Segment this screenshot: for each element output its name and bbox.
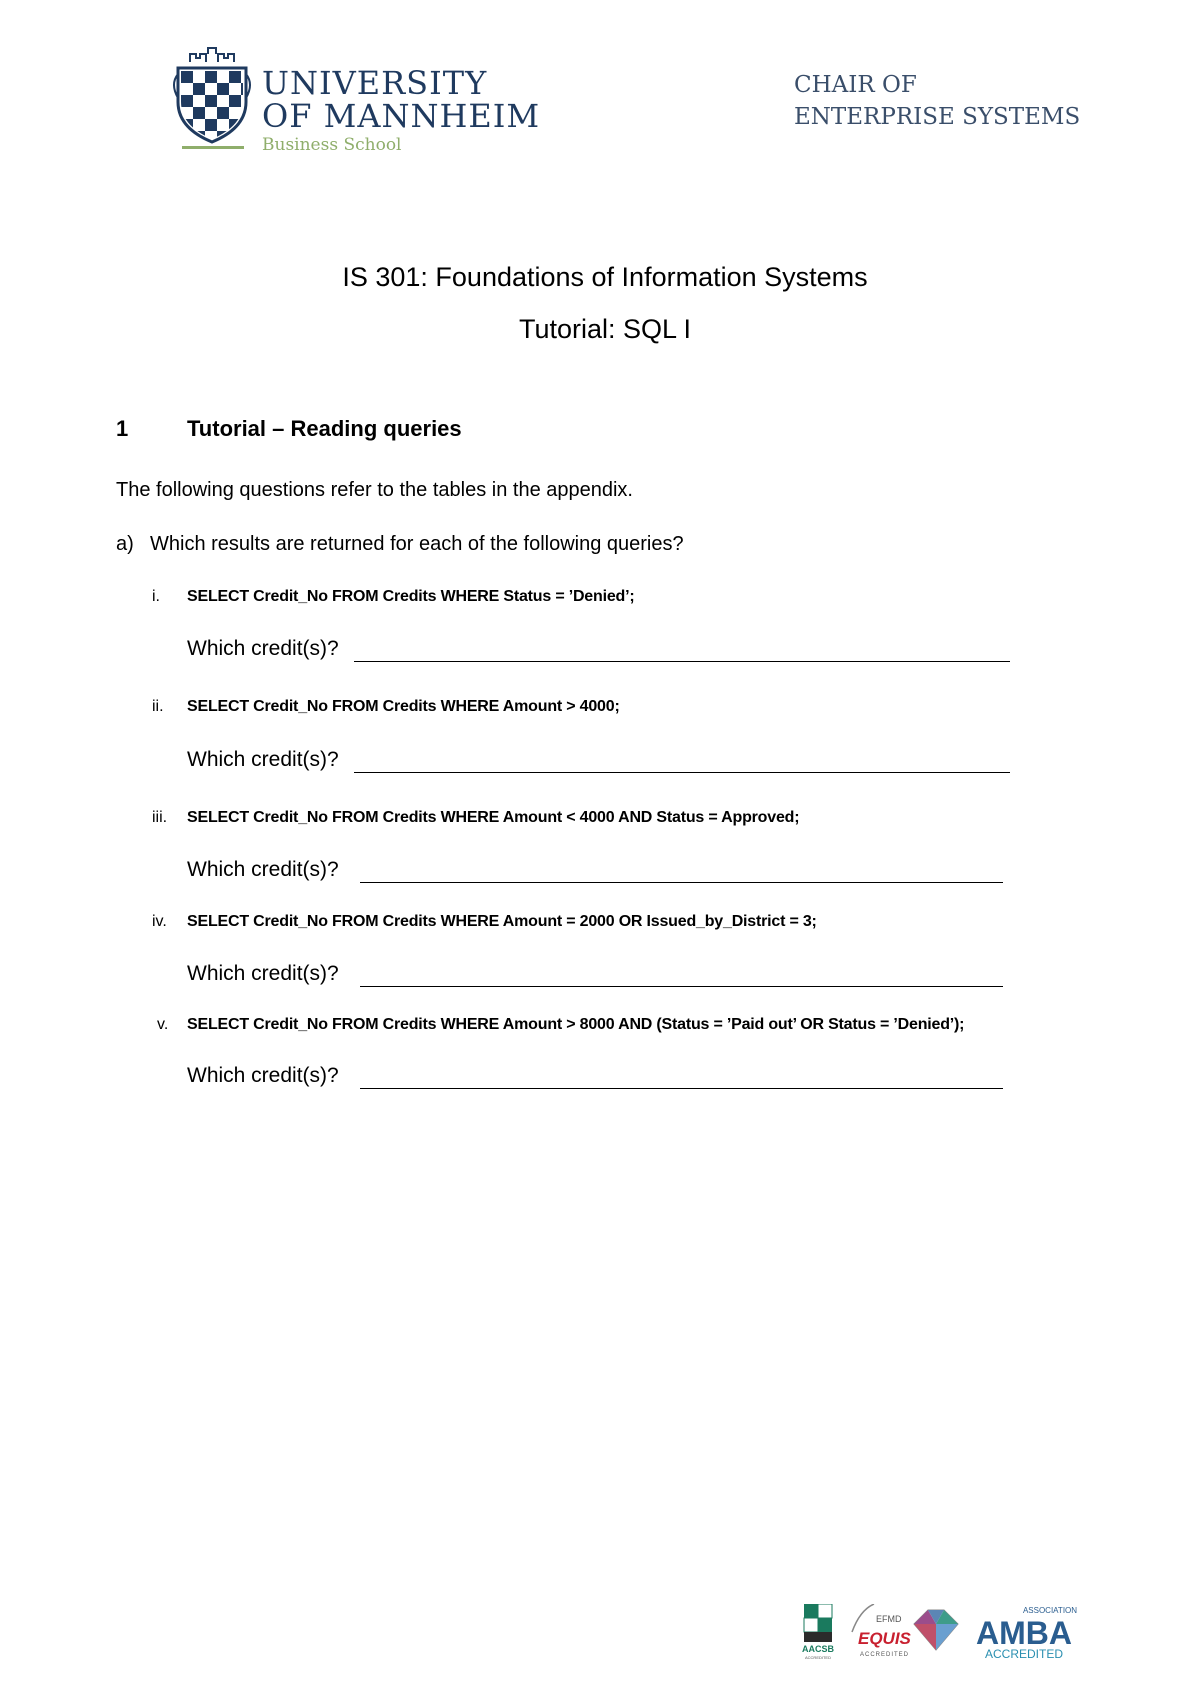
business-school-label: Business School	[262, 135, 402, 155]
equis-text: EQUIS	[858, 1629, 911, 1648]
section-title: Tutorial – Reading queries	[187, 416, 462, 441]
aacsb-logo-icon	[802, 1604, 835, 1660]
query-numeral: iii.	[152, 809, 168, 826]
chair-line1: CHAIR OF	[794, 72, 917, 98]
logo-underline	[182, 146, 244, 149]
query-sql: SELECT Credit_No FROM Credits WHERE Amount = 2000 OR Issued_by_District = 3;	[187, 913, 817, 930]
answer-label: Which credit(s)?	[187, 962, 339, 985]
university-name-line2: OF MANNHEIM	[262, 97, 541, 135]
answer-label: Which credit(s)?	[187, 1064, 339, 1087]
efmd-text: EFMD	[876, 1614, 902, 1624]
answer-line[interactable]	[360, 882, 1003, 883]
question-text: Which results are returned for each of the following queries?	[150, 533, 684, 555]
course-title: IS 301: Foundations of Information Systems	[342, 262, 868, 292]
university-name-line1: UNIVERSITY	[262, 64, 488, 102]
query-sql: SELECT Credit_No FROM Credits WHERE Amount > 8000 AND (Status = ’Paid out’ OR Status = ’Denied’);	[187, 1016, 965, 1033]
amba-diamond-icon	[914, 1610, 958, 1650]
query-numeral: ii.	[152, 698, 164, 715]
answer-line[interactable]	[354, 772, 1010, 773]
aacsb-sub-text: ACCREDITED	[804, 1655, 832, 1660]
answer-line[interactable]	[360, 986, 1003, 987]
query-sql: SELECT Credit_No FROM Credits WHERE Amount < 4000 AND Status = Approved;	[187, 809, 800, 826]
equis-sub-text: ACCREDITED	[860, 1652, 910, 1658]
question-label: a)	[116, 533, 134, 555]
chair-line2: ENTERPRISE SYSTEMS	[794, 104, 1081, 130]
query-numeral: v.	[157, 1016, 169, 1033]
intro-text: The following questions refer to the tables in the appendix.	[116, 479, 633, 501]
answer-label: Which credit(s)?	[187, 637, 339, 660]
section-number: 1	[116, 416, 129, 441]
query-numeral: iv.	[152, 913, 167, 930]
university-crest-icon	[168, 44, 256, 148]
amba-association-text: ASSOCIATION	[1022, 1606, 1078, 1615]
answer-label: Which credit(s)?	[187, 748, 339, 771]
amba-accredited-text: ACCREDITED	[984, 1647, 1064, 1660]
query-numeral: i.	[152, 588, 160, 605]
aacsb-text: AACSB	[801, 1644, 835, 1654]
accreditation-logos	[800, 1604, 1090, 1660]
query-sql: SELECT Credit_No FROM Credits WHERE Status = ’Denied’;	[187, 588, 635, 605]
tutorial-title: Tutorial: SQL I	[518, 314, 692, 344]
answer-line[interactable]	[360, 1088, 1003, 1089]
answer-line[interactable]	[354, 661, 1010, 662]
amba-text: AMBA	[976, 1615, 1072, 1651]
query-sql: SELECT Credit_No FROM Credits WHERE Amount > 4000;	[187, 698, 620, 715]
equis-logo-icon	[852, 1604, 912, 1658]
answer-label: Which credit(s)?	[187, 858, 339, 881]
